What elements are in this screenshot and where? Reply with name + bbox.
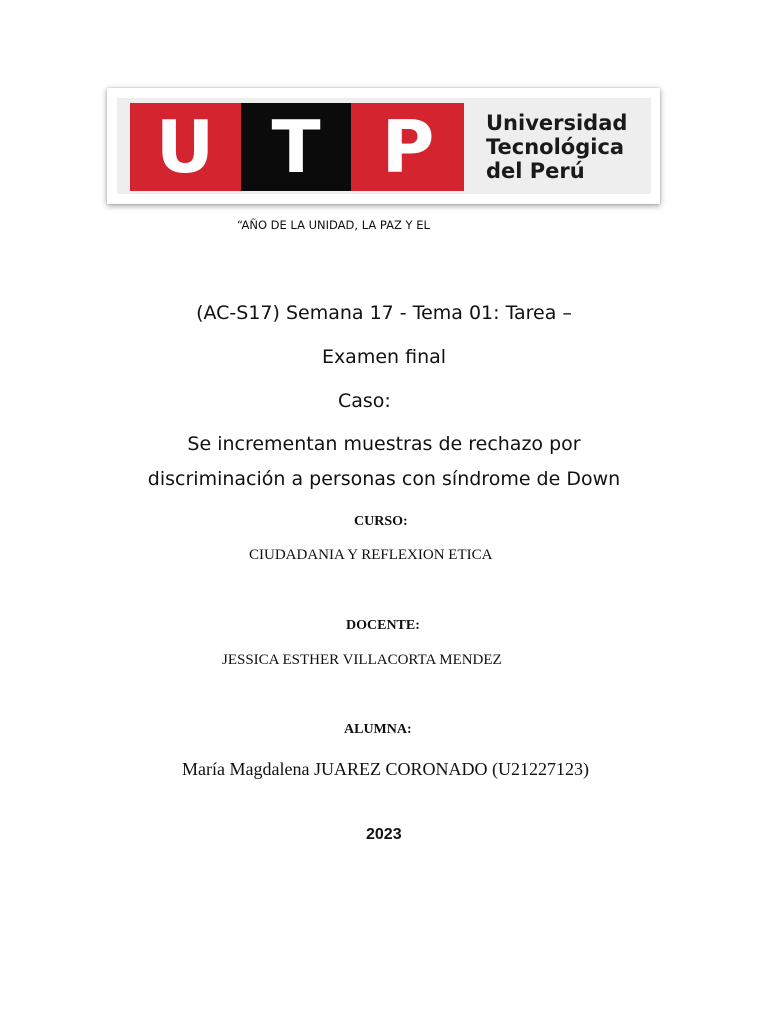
logo-letter-t: T [271,105,321,189]
year-motto: “AÑO DE LA UNIDAD, LA PAZ Y EL [237,218,430,232]
university-logo [107,88,660,204]
logo-name-line-3: del Perú [486,159,585,183]
case-title-line-1: Se incrementan muestras de rechazo por [187,433,581,455]
course-value: CIUDADANIA Y REFLEXION ETICA [249,547,493,563]
logo-name-line-1: Universidad [486,111,628,135]
assignment-title-line-1: (AC-S17) Semana 17 - Tema 01: Tarea – [196,302,572,324]
student-value: María Magdalena JUAREZ CORONADO (U21227123) [182,759,589,779]
case-label: Caso: [338,390,391,412]
course-label: CURSO: [354,514,408,529]
logo-letter-p: P [381,105,435,189]
year: 2023 [366,826,402,843]
teacher-value: JESSICA ESTHER VILLACORTA MENDEZ [222,652,502,668]
teacher-label: DOCENTE: [346,618,420,633]
logo-name-line-2: Tecnológica [486,135,625,159]
student-label: ALUMNA: [344,722,412,737]
logo-panel [117,98,651,194]
logo-letter-u: U [155,105,215,189]
assignment-title-line-2: Examen final [321,346,447,368]
logo-university-name [486,111,627,183]
case-title-line-2: discriminación a personas con síndrome de Down [147,468,621,490]
